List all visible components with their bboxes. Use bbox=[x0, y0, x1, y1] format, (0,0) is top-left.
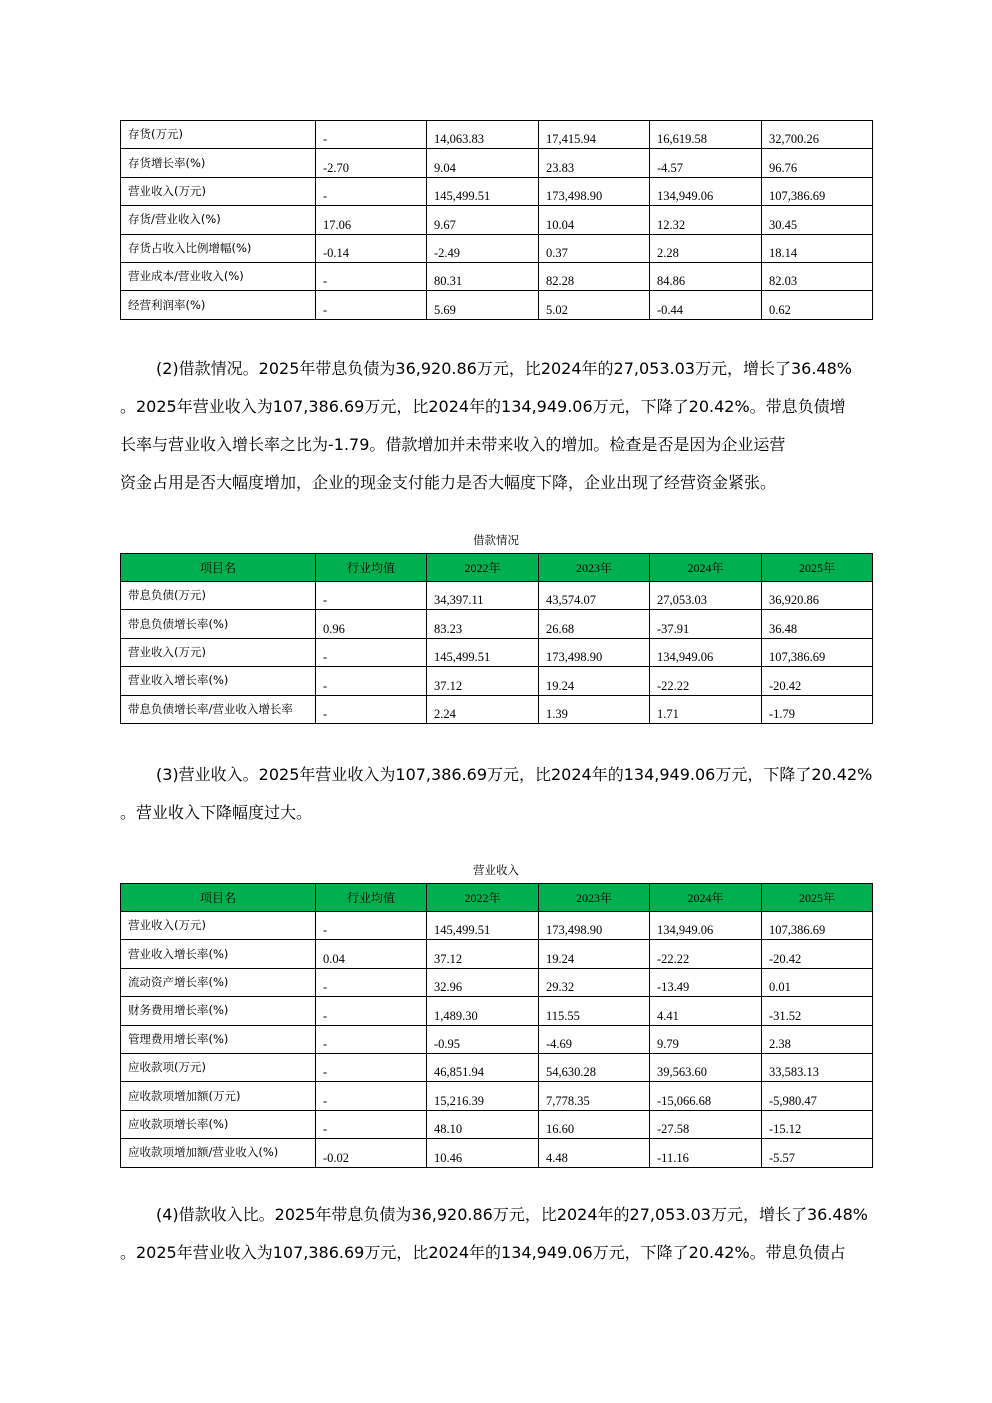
paragraph-line: 资金占用是否大幅度增加，企业的现金支付能力是否大幅度下降，企业出现了经营资金紧张。 bbox=[120, 473, 777, 492]
table-cell: 145,499.51 bbox=[427, 638, 539, 666]
borrowing-table-body bbox=[121, 582, 873, 724]
table-cell: -4.69 bbox=[539, 1025, 650, 1053]
table-cell: 2.24 bbox=[427, 695, 539, 723]
table-cell: -2.70 bbox=[316, 149, 427, 177]
row-label: 存货(万元) bbox=[121, 121, 316, 149]
row-label: 应收款项增长率(%) bbox=[121, 1110, 316, 1138]
revenue-table bbox=[120, 883, 873, 1168]
borrowing-table-header bbox=[121, 554, 873, 582]
column-header: 2024年 bbox=[650, 554, 762, 582]
row-label: 营业成本/营业收入(%) bbox=[121, 262, 316, 290]
table-cell: 17.06 bbox=[316, 206, 427, 234]
table-cell: - bbox=[316, 177, 427, 205]
table-caption: 营业收入 bbox=[473, 863, 519, 877]
table-cell: 12.32 bbox=[650, 206, 762, 234]
paragraph-line: 长率与营业收入增长率之比为-1.79。借款增加并未带来收入的增加。检查是否是因为企业运营 bbox=[120, 435, 786, 454]
table-cell: 0.01 bbox=[762, 968, 873, 996]
table-cell: -0.95 bbox=[427, 1025, 539, 1053]
table-row bbox=[121, 912, 873, 940]
table-cell: -0.44 bbox=[650, 291, 762, 319]
table-cell: -2.49 bbox=[427, 234, 539, 262]
table-row bbox=[121, 234, 873, 262]
table-cell: 107,386.69 bbox=[762, 638, 873, 666]
table-cell: 16.60 bbox=[539, 1110, 650, 1138]
row-label: 流动资产增长率(%) bbox=[121, 968, 316, 996]
column-header: 项目名 bbox=[121, 554, 316, 582]
column-header: 2023年 bbox=[539, 554, 650, 582]
table-row bbox=[121, 1025, 873, 1053]
row-label: 营业收入(万元) bbox=[121, 638, 316, 666]
table-caption: 借款情况 bbox=[473, 533, 519, 547]
table-row bbox=[121, 206, 873, 234]
row-label: 存货增长率(%) bbox=[121, 149, 316, 177]
table-cell: -20.42 bbox=[762, 667, 873, 695]
table-cell: 173,498.90 bbox=[539, 638, 650, 666]
table-row bbox=[121, 177, 873, 205]
column-header: 2024年 bbox=[650, 884, 762, 912]
table-cell: 10.04 bbox=[539, 206, 650, 234]
table-row bbox=[121, 610, 873, 638]
table-cell: -22.22 bbox=[650, 940, 762, 968]
table-cell: - bbox=[316, 667, 427, 695]
column-header: 2022年 bbox=[427, 884, 539, 912]
table-cell: 19.24 bbox=[539, 940, 650, 968]
table-cell: 80.31 bbox=[427, 262, 539, 290]
table-cell: -27.58 bbox=[650, 1110, 762, 1138]
table-cell: 0.04 bbox=[316, 940, 427, 968]
table-cell: 18.14 bbox=[762, 234, 873, 262]
table-cell: 36,920.86 bbox=[762, 582, 873, 610]
table-row bbox=[121, 582, 873, 610]
table-cell: 32.96 bbox=[427, 968, 539, 996]
table-cell: 83.23 bbox=[427, 610, 539, 638]
table-row bbox=[121, 149, 873, 177]
table-cell: 0.37 bbox=[539, 234, 650, 262]
table-cell: 145,499.51 bbox=[427, 912, 539, 940]
revenue-paragraph bbox=[120, 756, 890, 832]
table-cell: 173,498.90 bbox=[539, 177, 650, 205]
table-cell: 82.03 bbox=[762, 262, 873, 290]
table-cell: - bbox=[316, 695, 427, 723]
table-cell: 54,630.28 bbox=[539, 1053, 650, 1081]
table-cell: 0.62 bbox=[762, 291, 873, 319]
paragraph-line: 。2025年营业收入为107,386.69万元，比2024年的134,949.06万元，下降了20.42%。带息负债占 bbox=[120, 1243, 846, 1262]
table-cell: - bbox=[316, 968, 427, 996]
borrowing-income-paragraph bbox=[120, 1196, 890, 1272]
table-cell: 4.41 bbox=[650, 997, 762, 1025]
column-header: 2025年 bbox=[762, 884, 873, 912]
table-cell: 1.71 bbox=[650, 695, 762, 723]
row-label: 管理费用增长率(%) bbox=[121, 1025, 316, 1053]
column-header: 行业均值 bbox=[316, 884, 427, 912]
table-cell: - bbox=[316, 262, 427, 290]
table-row bbox=[121, 667, 873, 695]
table-cell: 23.83 bbox=[539, 149, 650, 177]
table-cell: 82.28 bbox=[539, 262, 650, 290]
row-label: 应收款项(万元) bbox=[121, 1053, 316, 1081]
table-cell: 1,489.30 bbox=[427, 997, 539, 1025]
table-cell: 9.79 bbox=[650, 1025, 762, 1053]
table-cell: 96.76 bbox=[762, 149, 873, 177]
table-cell: - bbox=[316, 582, 427, 610]
table-cell: 19.24 bbox=[539, 667, 650, 695]
paragraph-line: (2)借款情况。2025年带息负债为36,920.86万元，比2024年的27,053.03万元，增长了36.48% bbox=[156, 359, 852, 378]
table-cell: -13.49 bbox=[650, 968, 762, 996]
table-cell: 33,583.13 bbox=[762, 1053, 873, 1081]
column-header: 2025年 bbox=[762, 554, 873, 582]
table-cell: 16,619.58 bbox=[650, 121, 762, 149]
table-cell: - bbox=[316, 121, 427, 149]
table-row bbox=[121, 695, 873, 723]
table-cell: -5,980.47 bbox=[762, 1082, 873, 1110]
table-cell: -5.57 bbox=[762, 1139, 873, 1167]
table-cell: 134,949.06 bbox=[650, 912, 762, 940]
row-label: 存货占收入比例增幅(%) bbox=[121, 234, 316, 262]
table-cell: - bbox=[316, 1025, 427, 1053]
table-cell: 7,778.35 bbox=[539, 1082, 650, 1110]
table-cell: 4.48 bbox=[539, 1139, 650, 1167]
table-cell: - bbox=[316, 291, 427, 319]
table-cell: 10.46 bbox=[427, 1139, 539, 1167]
table-row bbox=[121, 291, 873, 319]
table-row bbox=[121, 121, 873, 149]
table-cell: -15.12 bbox=[762, 1110, 873, 1138]
table-cell: 43,574.07 bbox=[539, 582, 650, 610]
column-header: 2023年 bbox=[539, 884, 650, 912]
table-cell: - bbox=[316, 912, 427, 940]
table-cell: 46,851.94 bbox=[427, 1053, 539, 1081]
table-cell: 134,949.06 bbox=[650, 177, 762, 205]
table-cell: -22.22 bbox=[650, 667, 762, 695]
table-cell: 9.04 bbox=[427, 149, 539, 177]
paragraph-line: 。2025年营业收入为107,386.69万元，比2024年的134,949.06万元，下降了20.42%。带息负债增 bbox=[120, 397, 846, 416]
table-cell: -1.79 bbox=[762, 695, 873, 723]
table-cell: 5.02 bbox=[539, 291, 650, 319]
table-header-row bbox=[121, 884, 873, 912]
table-row bbox=[121, 638, 873, 666]
row-label: 应收款项增加额(万元) bbox=[121, 1082, 316, 1110]
table-cell: -0.02 bbox=[316, 1139, 427, 1167]
table-cell: - bbox=[316, 1053, 427, 1081]
row-label: 营业收入(万元) bbox=[121, 912, 316, 940]
table-cell: 37.12 bbox=[427, 940, 539, 968]
table-cell: 39,563.60 bbox=[650, 1053, 762, 1081]
paragraph-line: 。营业收入下降幅度过大。 bbox=[120, 803, 313, 822]
table-cell: - bbox=[316, 997, 427, 1025]
row-label: 经营利润率(%) bbox=[121, 291, 316, 319]
table-header-row bbox=[121, 554, 873, 582]
column-header: 项目名 bbox=[121, 884, 316, 912]
revenue-table-body bbox=[121, 912, 873, 1168]
table-cell: - bbox=[316, 638, 427, 666]
paragraph-line: (3)营业收入。2025年营业收入为107,386.69万元，比2024年的134,949.06万元，下降了20.42% bbox=[156, 765, 873, 784]
table-cell: 2.28 bbox=[650, 234, 762, 262]
column-header: 2022年 bbox=[427, 554, 539, 582]
table-cell: -31.52 bbox=[762, 997, 873, 1025]
row-label: 应收款项增加额/营业收入(%) bbox=[121, 1139, 316, 1167]
table-cell: 29.32 bbox=[539, 968, 650, 996]
column-header: 行业均值 bbox=[316, 554, 427, 582]
table-cell: 36.48 bbox=[762, 610, 873, 638]
borrowing-paragraph bbox=[120, 350, 890, 502]
row-label: 带息负债(万元) bbox=[121, 582, 316, 610]
row-label: 财务费用增长率(%) bbox=[121, 997, 316, 1025]
table-row bbox=[121, 940, 873, 968]
inventory-table bbox=[120, 120, 873, 320]
table-row bbox=[121, 1139, 873, 1167]
table-cell: 30.45 bbox=[762, 206, 873, 234]
table-row bbox=[121, 997, 873, 1025]
table-cell: 34,397.11 bbox=[427, 582, 539, 610]
table-cell: 173,498.90 bbox=[539, 912, 650, 940]
table-cell: 107,386.69 bbox=[762, 912, 873, 940]
table-cell: - bbox=[316, 1110, 427, 1138]
table-cell: 2.38 bbox=[762, 1025, 873, 1053]
table-cell: 48.10 bbox=[427, 1110, 539, 1138]
table-cell: 26.68 bbox=[539, 610, 650, 638]
table-cell: 15,216.39 bbox=[427, 1082, 539, 1110]
table-cell: 17,415.94 bbox=[539, 121, 650, 149]
inventory-table-body bbox=[121, 121, 873, 320]
table-cell: 9.67 bbox=[427, 206, 539, 234]
table-cell: 27,053.03 bbox=[650, 582, 762, 610]
table-cell: 145,499.51 bbox=[427, 177, 539, 205]
row-label: 带息负债增长率/营业收入增长率 bbox=[121, 695, 316, 723]
revenue-table-header bbox=[121, 884, 873, 912]
table-row bbox=[121, 1053, 873, 1081]
borrowing-table bbox=[120, 553, 873, 724]
table-cell: 84.86 bbox=[650, 262, 762, 290]
table-cell: -11.16 bbox=[650, 1139, 762, 1167]
table-cell: -0.14 bbox=[316, 234, 427, 262]
table-row bbox=[121, 262, 873, 290]
row-label: 营业收入(万元) bbox=[121, 177, 316, 205]
table-cell: 115.55 bbox=[539, 997, 650, 1025]
table-row bbox=[121, 968, 873, 996]
table-cell: -4.57 bbox=[650, 149, 762, 177]
table-row bbox=[121, 1082, 873, 1110]
row-label: 营业收入增长率(%) bbox=[121, 667, 316, 695]
table-cell: 0.96 bbox=[316, 610, 427, 638]
row-label: 存货/营业收入(%) bbox=[121, 206, 316, 234]
table-cell: 134,949.06 bbox=[650, 638, 762, 666]
table-cell: 14,063.83 bbox=[427, 121, 539, 149]
table-cell: -15,066.68 bbox=[650, 1082, 762, 1110]
table-cell: 1.39 bbox=[539, 695, 650, 723]
table-cell: -37.91 bbox=[650, 610, 762, 638]
table-cell: - bbox=[316, 1082, 427, 1110]
paragraph-line: (4)借款收入比。2025年带息负债为36,920.86万元，比2024年的27,053.03万元，增长了36.48% bbox=[156, 1205, 868, 1224]
row-label: 营业收入增长率(%) bbox=[121, 940, 316, 968]
table-row bbox=[121, 1110, 873, 1138]
table-cell: 107,386.69 bbox=[762, 177, 873, 205]
table-cell: 5.69 bbox=[427, 291, 539, 319]
table-cell: 32,700.26 bbox=[762, 121, 873, 149]
table-cell: 37.12 bbox=[427, 667, 539, 695]
table-cell: -20.42 bbox=[762, 940, 873, 968]
row-label: 带息负债增长率(%) bbox=[121, 610, 316, 638]
